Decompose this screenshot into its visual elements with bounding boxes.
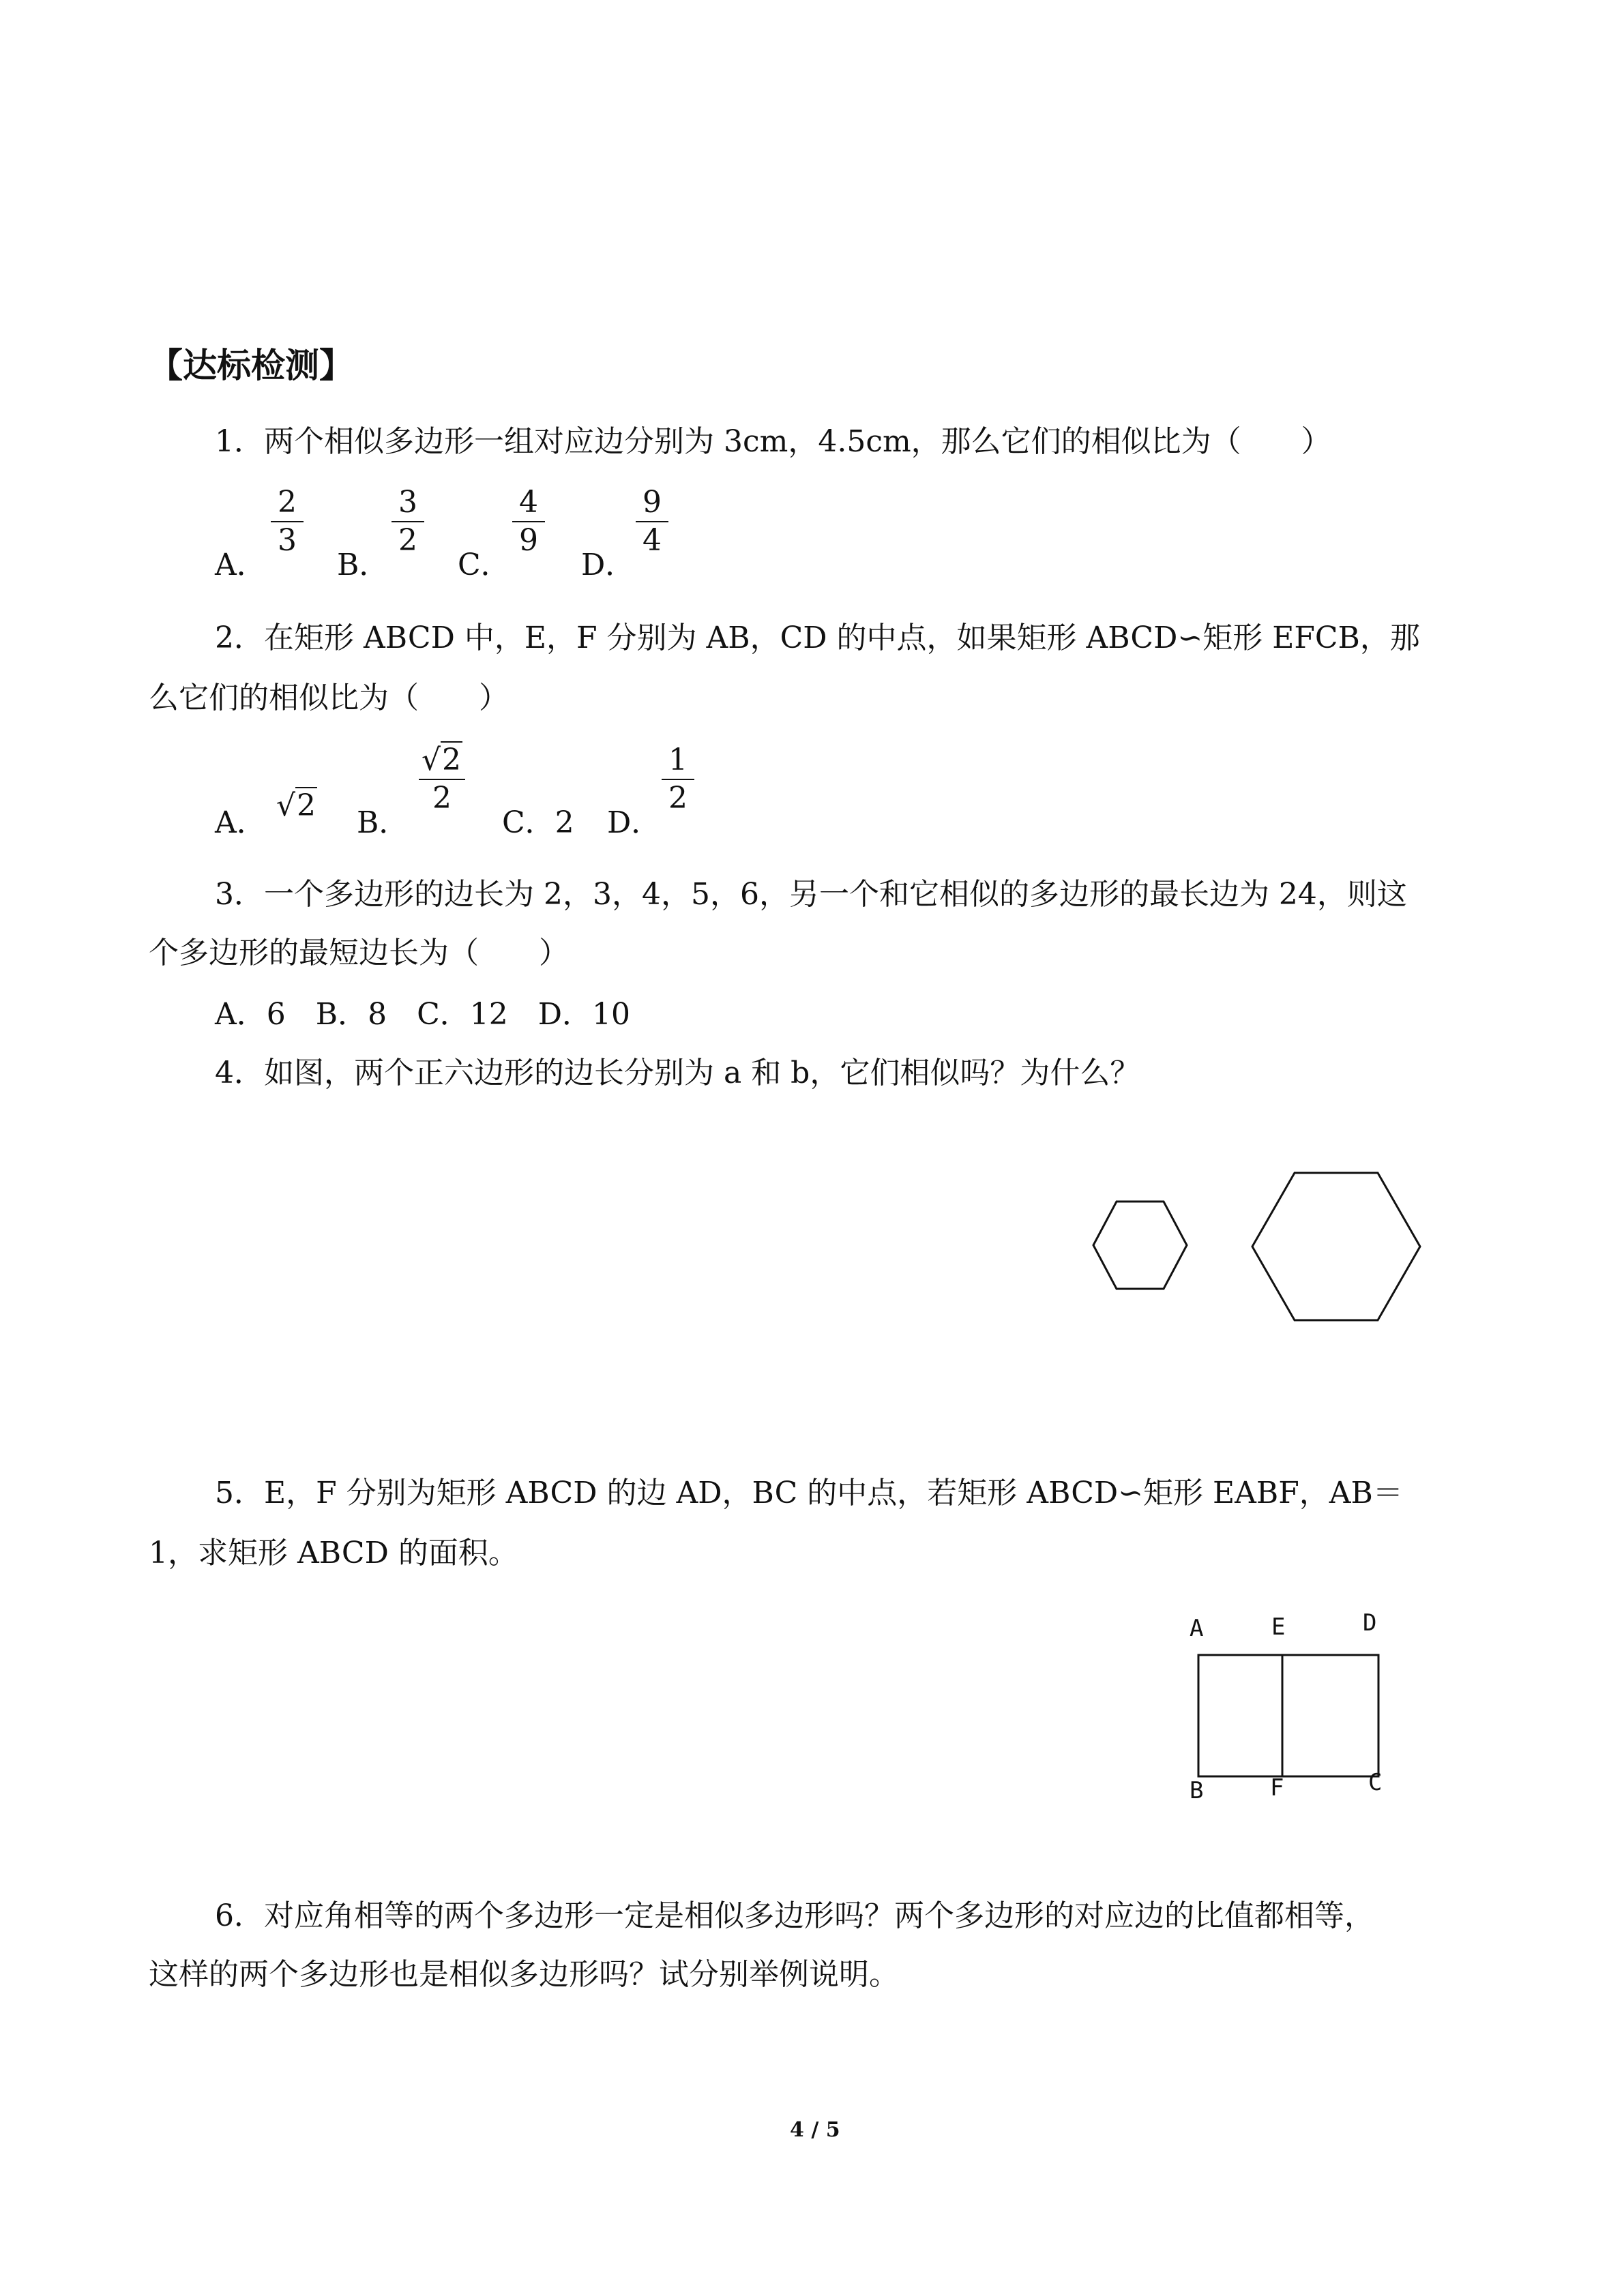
small-hexagon [1093, 1202, 1187, 1289]
q2-option-c: C．2 [502, 805, 574, 840]
q1-option-b-fraction [387, 486, 428, 558]
question-5-line-2: 1，求矩形 ABCD 的面积。 [149, 1536, 518, 1570]
question-3-line-2: 个多边形的最短边长为（ ） [149, 936, 569, 970]
q2-option-b-radicand: 2 [442, 743, 462, 777]
q1-option-d-fraction [632, 486, 673, 558]
question-3-options: A．6 B．8 C．12 D．10 [215, 997, 631, 1032]
question-6-line-2: 这样的两个多边形也是相似多边形吗？试分别举例说明。 [149, 1957, 899, 1992]
q1-option-a-denominator: 3 [278, 523, 297, 558]
q1-option-d-label: D． [581, 548, 636, 582]
q2-option-d-denominator: 2 [668, 781, 688, 816]
q2-option-b-numerator: √2 [421, 743, 462, 777]
label-d: D [1363, 1609, 1377, 1637]
q1-option-d-denominator: 4 [643, 523, 662, 558]
q1-option-b-label: B． [337, 548, 389, 582]
q2-option-b-denominator: 2 [432, 781, 452, 816]
q1-option-d-numerator: 9 [643, 485, 662, 520]
q2-option-b-label: B． [357, 805, 409, 840]
section-title: 【达标检测】 [149, 346, 353, 385]
q1-option-c-fraction [508, 486, 549, 558]
hexagons-figure [1078, 1159, 1439, 1337]
q2-option-d-numerator: 1 [668, 743, 688, 777]
q2-option-d-label: D． [607, 805, 662, 840]
question-4-text: 4．如图，两个正六边形的边长分别为 a 和 b，它们相似吗？为什么？ [215, 1056, 1140, 1090]
question-3-line-1: 3．一个多边形的边长为 2，3，4，5，6，另一个和它相似的多边形的最长边为 24，则这 [215, 877, 1407, 912]
q1-option-b-denominator: 2 [398, 523, 417, 558]
question-5-line-1: 5．E，F 分别为矩形 ABCD 的边 AD，BC 的中点，若矩形 ABCD∽矩形 EABF，AB＝ [215, 1476, 1403, 1510]
q1-option-c-denominator: 9 [519, 523, 538, 558]
q2-option-a-label: A． [215, 805, 267, 840]
question-2-line-2: 么它们的相似比为（ ） [149, 681, 509, 715]
q1-option-c-numerator: 4 [519, 485, 538, 520]
q1-option-b-numerator: 3 [398, 485, 417, 520]
question-1-text: 1．两个相似多边形一组对应边分别为 3cm，4.5cm，那么它们的相似比为（ ） [215, 424, 1331, 459]
q2-option-d-fraction [658, 743, 698, 816]
q1-option-a-numerator: 2 [278, 485, 297, 520]
large-hexagon [1252, 1173, 1420, 1320]
q1-option-c-label: C． [458, 548, 511, 582]
question-6-line-1: 6．对应角相等的两个多边形一定是相似多边形吗？两个多边形的对应边的比值都相等， [215, 1898, 1374, 1933]
q2-option-b-fraction [415, 743, 469, 816]
q1-option-a-fraction [267, 486, 308, 558]
q2-option-a-radicand: 2 [297, 788, 316, 823]
page-number: 4 / 5 [790, 2118, 840, 2142]
label-f: F [1270, 1774, 1284, 1802]
question-2-line-1: 2．在矩形 ABCD 中，E，F 分别为 AB，CD 的中点，如果矩形 ABCD∽矩形 EFCB，那 [215, 621, 1420, 655]
label-c: C [1368, 1769, 1383, 1796]
label-b: B [1190, 1777, 1204, 1804]
label-e: E [1271, 1613, 1286, 1641]
label-a: A [1190, 1615, 1204, 1642]
q1-option-a-label: A． [215, 548, 267, 582]
rectangle-abcd [1187, 1643, 1391, 1793]
q2-option-a-sqrt: √2 [276, 788, 316, 823]
